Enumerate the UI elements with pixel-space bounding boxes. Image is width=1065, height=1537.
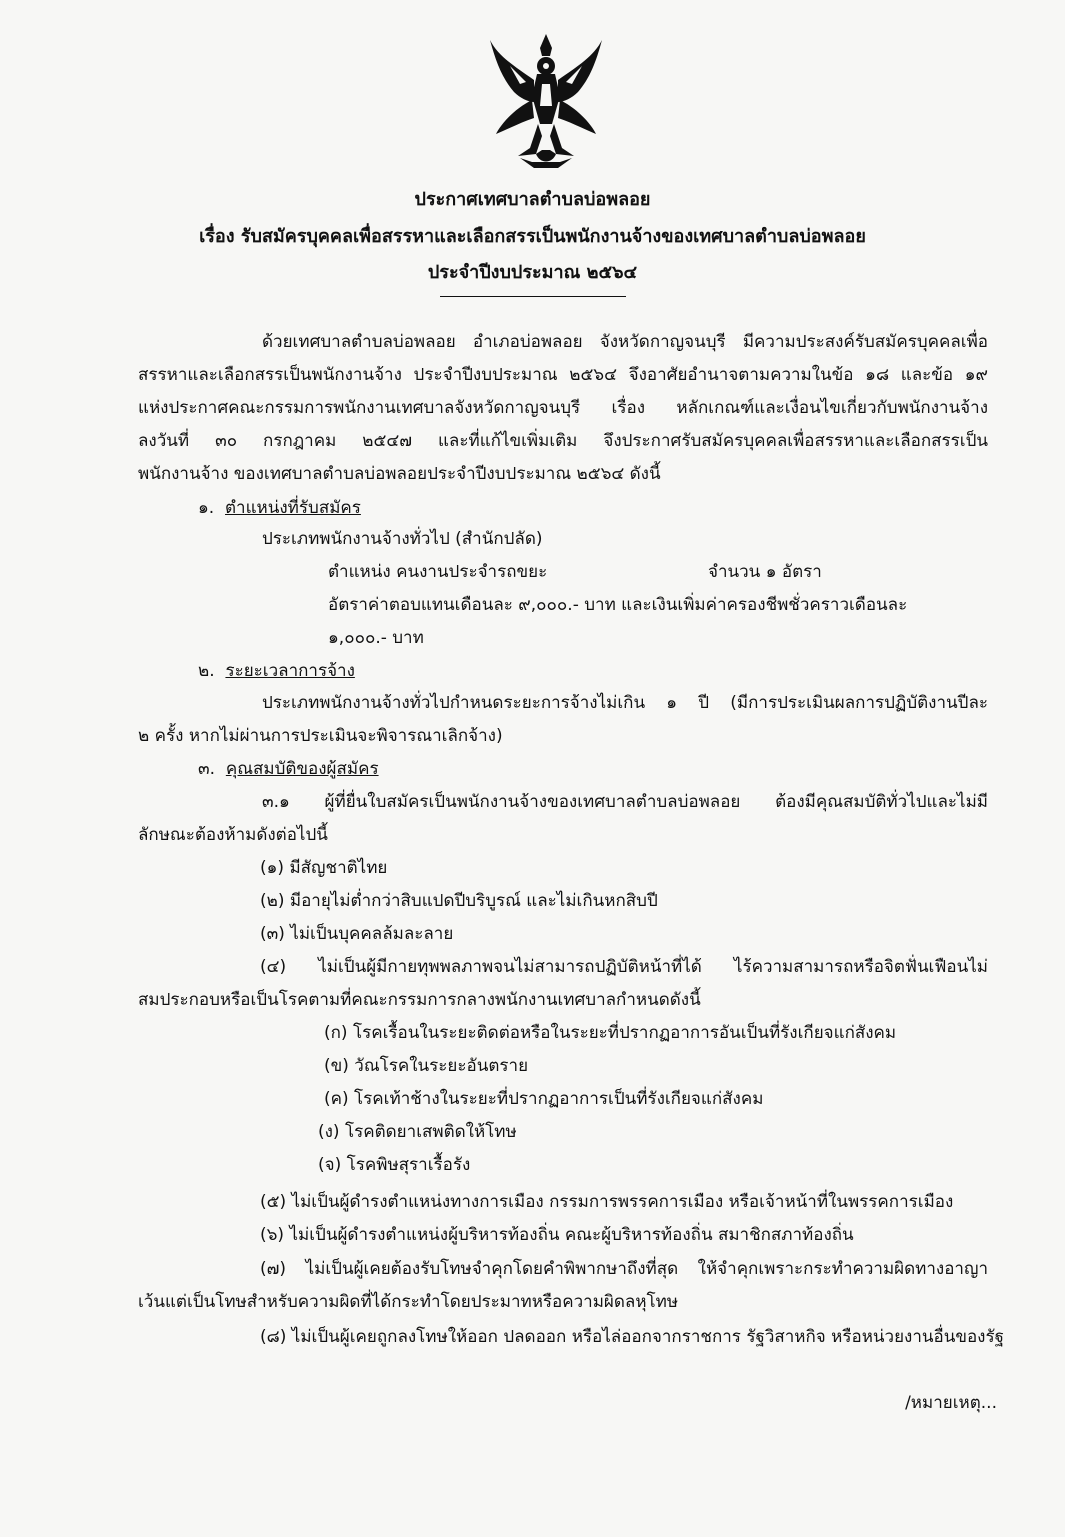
section-number: ๑. [198,498,215,518]
qualification-paragraph: ๓.๑ ผู้ที่ยื่นใบสมัครเป็นพนักงานจ้างของเทศบาลตำบลบ่อพลอย ต้องมีคุณสมบัติทั่วไปและไม่มี [262,792,988,812]
disease-item: (ง) โรคติดยาเสพติดให้โทษ [318,1122,517,1142]
qualification-item: (๕) ไม่เป็นผู้ดำรงตำแหน่งทางการเมือง กรรมการพรรคการเมือง หรือเจ้าหน้าที่ในพรรคการเมือง [260,1192,954,1212]
qualification-item: สมประกอบหรือเป็นโรคตามที่คณะกรรมการกลางพนักงานเทศบาลกำหนดดังนี้ [138,990,701,1010]
garuda-emblem-icon [480,26,612,176]
qualification-item: (๑) มีสัญชาติไทย [260,858,388,878]
intro-line: สรรหาและเลือกสรรเป็นพนักงานจ้าง ประจำปีงบประมาณ ๒๕๖๔ จึงอาศัยอำนาจตามความในข้อ ๑๘ และข้อ ๑๙ [138,365,988,385]
position-name: ตำแหน่ง คนงานประจำรถขยะ [328,562,548,582]
disease-item: (ค) โรคเท้าช้างในระยะที่ปรากฏอาการเป็นที่รังเกียจแก่สังคม [324,1089,764,1109]
qualification-item: (๒) มีอายุไม่ต่ำกว่าสิบแปดปีบริบูรณ์ และไม่เกินหกสิบปี [260,891,658,911]
intro-line: พนักงานจ้าง ของเทศบาลตำบลบ่อพลอยประจำปีงบประมาณ ๒๕๖๔ ดังนี้ [138,464,661,484]
qualification-item: (๔) ไม่เป็นผู้มีกายทุพพลภาพจนไม่สามารถปฏิบัติหน้าที่ได้ ไร้ความสามารถหรือจิตฟั่นเฟือนไม่ [260,957,988,977]
continued-footer: /หมายเหตุ... [905,1393,997,1413]
section-2-heading [198,654,355,688]
announcement-fiscal-year: ประจำปีงบประมาณ ๒๕๖๔ [427,262,638,283]
employment-period-line: ประเภทพนักงานจ้างทั่วไปกำหนดระยะการจ้างไม่เกิน ๑ ปี (มีการประเมินผลการปฏิบัติงานปีละ [262,693,988,713]
qualification-item: (๖) ไม่เป็นผู้ดำรงตำแหน่งผู้บริหารท้องถิ่น คณะผู้บริหารท้องถิ่น สมาชิกสภาท้องถิ่น [260,1225,854,1245]
employee-type: ประเภทพนักงานจ้างทั่วไป (สำนักปลัด) [262,529,543,549]
announcement-title: ประกาศเทศบาลตำบลบ่อพลอย [414,189,651,210]
title-divider [440,296,626,297]
intro-line: ด้วยเทศบาลตำบลบ่อพลอย อำเภอบ่อพลอย จังหวัดกาญจนบุรี มีความประสงค์รับสมัครบุคคลเพื่อ [262,332,988,352]
disease-item: (ก) โรคเรื้อนในระยะติดต่อหรือในระยะที่ปรากฏอาการอันเป็นที่รังเกียจแก่สังคม [324,1023,897,1043]
salary-line: ๑,๐๐๐.- บาท [328,628,424,648]
intro-line: ลงวันที่ ๓๐ กรกฎาคม ๒๕๔๗ และที่แก้ไขเพิ่มเติม จึงประกาศรับสมัครบุคคลเพื่อสรรหาและเลือกสรรเป็น [138,431,988,451]
section-title: ตำแหน่งที่รับสมัคร [225,498,361,518]
employment-period-line: ๒ ครั้ง หากไม่ผ่านการประเมินจะพิจารณาเลิกจ้าง) [138,726,503,746]
disease-item: (จ) โรคพิษสุราเรื้อรัง [318,1155,471,1175]
announcement-subject: เรื่อง รับสมัครบุคคลเพื่อสรรหาและเลือกสรรเป็นพนักงานจ้างของเทศบาลตำบลบ่อพลอย [199,226,866,247]
section-3-heading [198,752,379,786]
section-title: คุณสมบัติของผู้สมัคร [225,759,379,779]
section-title: ระยะเวลาการจ้าง [225,661,355,681]
qualification-paragraph: ลักษณะต้องห้ามดังต่อไปนี้ [138,825,328,845]
qualification-item: (๗) ไม่เป็นผู้เคยต้องรับโทษจำคุกโดยคำพิพากษาถึงที่สุด ให้จำคุกเพราะกระทำความผิดทางอาญา [260,1259,988,1279]
qualification-item: (๘) ไม่เป็นผู้เคยถูกลงโทษให้ออก ปลดออก หรือไล่ออกจากราชการ รัฐวิสาหกิจ หรือหน่วยงานอื่นของรัฐ [260,1327,1004,1347]
salary-line: อัตราค่าตอบแทนเดือนละ ๙,๐๐๐.- บาท และเงินเพิ่มค่าครองชีพชั่วคราวเดือนละ [328,595,908,615]
qualification-item: (๓) ไม่เป็นบุคคลล้มละลาย [260,924,454,944]
section-number: ๒. [198,661,215,681]
intro-line: แห่งประกาศคณะกรรมการพนักงานเทศบาลจังหวัดกาญจนบุรี เรื่อง หลักเกณฑ์และเงื่อนไขเกี่ยวกับพนักงานจ้าง [138,398,988,418]
section-number: ๓. [198,759,216,779]
qualification-item: เว้นแต่เป็นโทษสำหรับความผิดที่ได้กระทำโดยประมาทหรือความผิดลหุโทษ [138,1292,679,1312]
disease-item: (ข) วัณโรคในระยะอันตราย [324,1056,529,1076]
section-1-heading [198,491,361,525]
position-count: จำนวน ๑ อัตรา [708,562,822,582]
